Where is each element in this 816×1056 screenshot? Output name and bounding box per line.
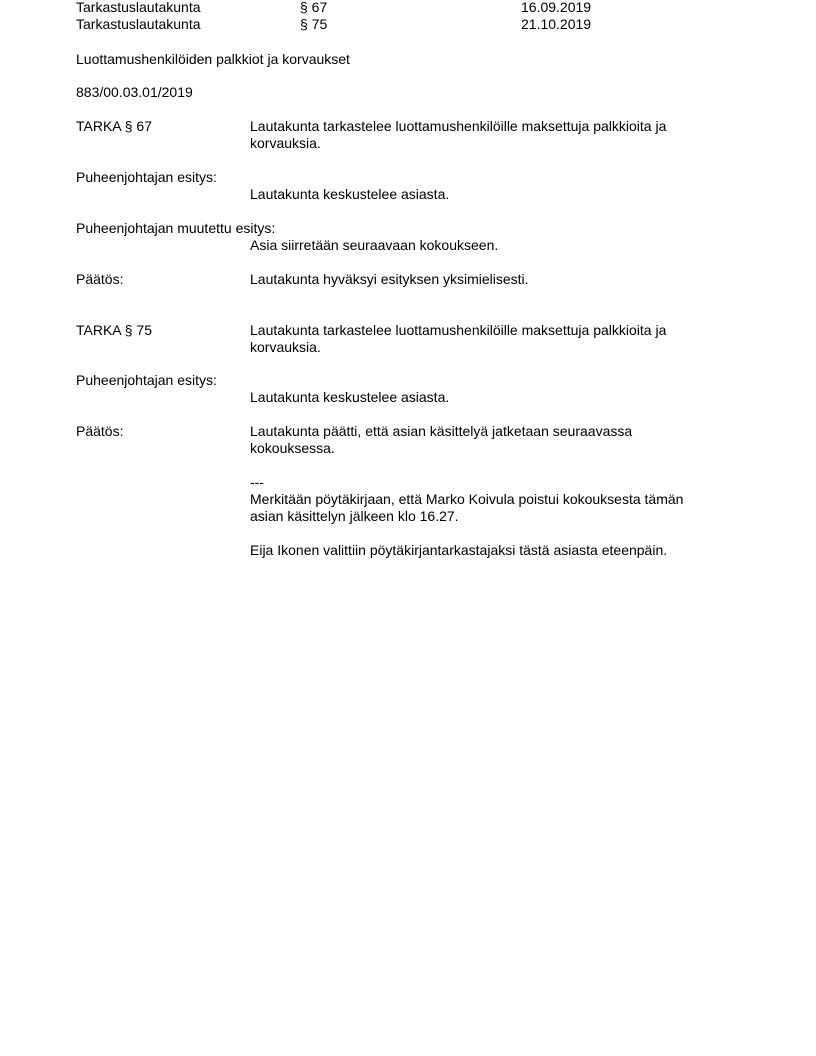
meeting1-proposal-label: Puheenjohtajan esitys: [76,169,217,185]
meeting2-proposal-label: Puheenjohtajan esitys: [76,372,217,388]
meeting1-modified-label: Puheenjohtajan muutettu esitys: [76,220,276,236]
meeting2-note2: Eija Ikonen valittiin pöytäkirjantarkastajaksi tästä asiasta eteenpäin. [250,542,668,558]
header-body-2: Tarkastuslautakunta [76,16,201,32]
meeting1-proposal: Lautakunta keskustelee asiasta. [250,186,450,202]
header-date-1: 16.09.2019 [521,0,592,15]
meeting1-decision: Lautakunta hyväksyi esityksen yksimielisesti. [250,271,529,287]
header-date-2: 21.10.2019 [521,16,592,32]
meeting2-proposal: Lautakunta keskustelee asiasta. [250,389,450,405]
meeting2-decision: Lautakunta päätti, että asian käsittelyä jatketaan seuraavassa kokouksessa. [250,423,633,456]
header-body-1: Tarkastuslautakunta [76,0,201,15]
meeting2-text: Lautakunta tarkastelee luottamushenkilöille maksettuja palkkioita ja korvauksia. [250,322,667,355]
header-section-2: § 75 [300,16,328,32]
document-title: Luottamushenkilöiden palkkiot ja korvaukset [76,51,350,67]
meeting1-label: TARKA § 67 [76,118,153,134]
meeting1-modified: Asia siirretään seuraavaan kokoukseen. [250,237,499,253]
diary-number: 883/00.03.01/2019 [76,84,193,100]
meeting1-text: Lautakunta tarkastelee luottamushenkilöille maksettuja palkkioita ja korvauksia. [250,118,667,151]
meeting2-note1: Merkitään pöytäkirjaan, että Marko Koivula poistui kokouksesta tämän asian käsittelyn jälkeen klo 16.27. [250,491,684,524]
header-section-1: § 67 [300,0,328,15]
meeting2-label: TARKA § 75 [76,322,153,338]
meeting2-separator: --- [250,474,264,490]
meeting2-decision-label: Päätös: [76,423,124,439]
meeting1-decision-label: Päätös: [76,271,124,287]
